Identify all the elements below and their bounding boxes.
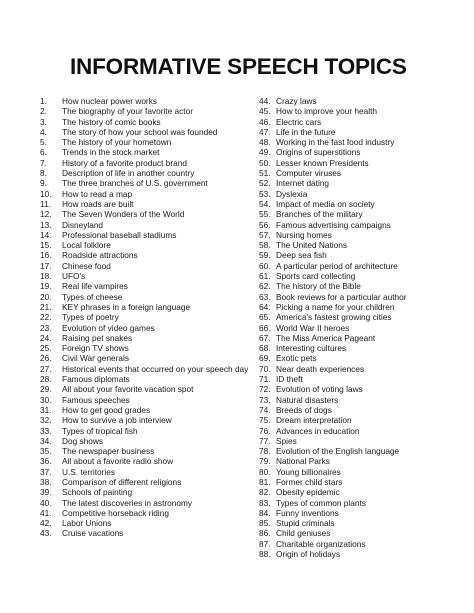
topic-list-item (40, 343, 254, 353)
topic-list-item (40, 323, 254, 333)
topic-number: 35. (40, 446, 52, 457)
topic-list-item (40, 209, 254, 219)
topic-list-item (259, 528, 471, 538)
topic-number: 66. (259, 322, 271, 333)
topic-list-item (40, 353, 254, 363)
topic-list-item (259, 117, 471, 127)
topic-text: Types of poetry (62, 312, 119, 323)
topic-number: 45. (259, 106, 271, 117)
topic-number: 31. (40, 404, 52, 415)
topic-text: The three branches of U.S. government (62, 178, 208, 189)
topic-number: 13. (40, 219, 52, 230)
topic-number: 6. (40, 147, 47, 158)
topic-list-item (259, 302, 471, 312)
topic-list-item (40, 158, 254, 168)
topic-list-item (259, 467, 471, 477)
topic-number: 86. (259, 528, 271, 539)
topic-number: 52. (259, 178, 271, 189)
topic-list-item (259, 271, 471, 281)
topic-list-item (40, 302, 254, 312)
topic-text: Cruise vacations (62, 528, 124, 539)
topic-text: KEY phrases in a foreign language (62, 301, 191, 312)
topic-list-item (259, 395, 471, 405)
topic-text: Roadside attractions (62, 250, 138, 261)
topic-number: 30. (40, 394, 52, 405)
topic-list-item (259, 333, 471, 343)
topic-number: 25. (40, 343, 52, 354)
topic-number: 5. (40, 137, 47, 148)
topic-list-item (259, 456, 471, 466)
topic-list-item (40, 415, 254, 425)
topic-text: Internet dating (276, 178, 330, 189)
topic-number: 47. (259, 126, 271, 137)
topic-list-item (259, 446, 471, 456)
topic-list-item (259, 261, 471, 271)
topic-text: Young billionaires (276, 466, 341, 477)
topic-text: Disneyland (62, 219, 104, 230)
topic-text: How to survive a job interview (62, 415, 172, 426)
topic-text: The history of the Bible (276, 281, 361, 292)
topic-text: Natural disasters (276, 394, 339, 405)
topic-text: How nuclear power works (62, 96, 157, 106)
topic-list-item (40, 250, 254, 260)
topic-list-item (259, 106, 471, 116)
topic-number: 78. (259, 446, 271, 457)
topic-text: The story of how your school was founded (62, 126, 218, 137)
topic-list-item (40, 467, 254, 477)
topic-list-item (40, 477, 254, 487)
topic-list-item (40, 230, 254, 240)
topic-list-item (40, 446, 254, 456)
topic-number: 7. (40, 157, 47, 168)
topic-list-item (259, 292, 471, 302)
topic-text: Origins of superstitions (276, 147, 361, 158)
topic-list-item (40, 199, 254, 209)
topic-list-item (40, 168, 254, 178)
topic-number: 16. (40, 250, 52, 261)
topic-number: 43. (40, 528, 52, 539)
topic-text: Child geniuses (276, 528, 331, 539)
topic-list-item (259, 364, 471, 374)
topic-list-item (259, 498, 471, 508)
topic-number: 50. (259, 157, 271, 168)
topic-text: Raising pet snakes (62, 332, 133, 343)
topic-text: UFO's (62, 271, 86, 282)
topic-number: 58. (259, 240, 271, 251)
topic-number: 32. (40, 415, 52, 426)
topic-number: 69. (259, 353, 271, 364)
topic-text: Comparison of different religions (62, 476, 182, 487)
topic-number: 51. (259, 168, 271, 179)
topic-text: Types of common plants (276, 497, 366, 508)
topic-number: 53. (259, 188, 271, 199)
topic-text: Spies (276, 435, 297, 446)
topic-text: Charitable organizations (276, 538, 366, 549)
topic-text: Breeds of dogs (276, 404, 332, 415)
topic-text: The newspaper business (62, 446, 155, 457)
topic-text: World War II heroes (276, 322, 350, 333)
topic-text: Dog shows (62, 435, 104, 446)
topic-number: 33. (40, 425, 52, 436)
topic-text: Obesity epidemic (276, 487, 340, 498)
topic-text: Funny inventions (276, 507, 339, 518)
topic-text: History of a favorite product brand (62, 157, 187, 168)
topic-text: Book reviews for a particular author (276, 291, 407, 302)
topic-number: 36. (40, 456, 52, 467)
topic-text: How to improve your health (276, 106, 377, 117)
topic-text: How to get good grades (62, 404, 151, 415)
topic-text: Nursing homes (276, 229, 332, 240)
topic-text: Types of cheese (62, 291, 123, 302)
topic-list-item (259, 405, 471, 415)
topic-text: Computer viruses (276, 168, 342, 179)
topic-list-item (40, 487, 254, 497)
topic-list-item (40, 456, 254, 466)
topic-text: Working in the fast food industry (276, 137, 395, 148)
topic-number: 68. (259, 343, 271, 354)
topic-list-item (259, 436, 471, 446)
topic-number: 60. (259, 260, 271, 271)
topic-number: 75. (259, 415, 271, 426)
topic-list-item (40, 127, 254, 137)
topic-number: 20. (40, 291, 52, 302)
topic-list-item (259, 209, 471, 219)
topic-list-item (259, 178, 471, 188)
topic-list-item (40, 96, 254, 106)
topic-text: Picking a name for your children (276, 301, 395, 312)
topic-text: Dream interpretation (276, 415, 352, 426)
topic-text: Famous advertising campaigns (276, 219, 391, 230)
topic-number: 72. (259, 384, 271, 395)
topic-number: 23. (40, 322, 52, 333)
topic-list-item (40, 178, 254, 188)
topic-number: 42. (40, 518, 52, 529)
topic-text: Origin of holidays (276, 549, 341, 560)
topic-number: 12. (40, 209, 52, 220)
topic-number: 18. (40, 271, 52, 282)
topic-list-item (259, 426, 471, 436)
topic-list-item (259, 96, 471, 106)
topic-list-item (40, 147, 254, 157)
topic-number: 29. (40, 384, 52, 395)
topic-list-item (259, 539, 471, 549)
topic-list-item (40, 189, 254, 199)
topic-text: The history of your hometown (62, 137, 172, 148)
topic-text: Exotic pets (276, 353, 317, 364)
topic-number: 82. (259, 487, 271, 498)
topic-text: Advances in education (276, 425, 360, 436)
topic-text: Stupid criminals (276, 518, 335, 529)
topic-list-item (259, 312, 471, 322)
topic-number: 67. (259, 332, 271, 343)
topic-list-item (259, 168, 471, 178)
topic-text: America's fastest growing cities (276, 312, 392, 323)
topic-text: Crazy laws (276, 96, 317, 106)
topic-text: A particular period of architecture (276, 260, 398, 271)
topic-number: 27. (40, 363, 52, 374)
topic-number: 88. (259, 549, 271, 560)
topic-text: Life in the future (276, 126, 336, 137)
topic-number: 11. (40, 198, 51, 209)
topic-text: Trends in the stock market (62, 147, 160, 158)
topic-text: Labor Unions (62, 518, 112, 529)
topic-text: National Parks (276, 456, 330, 467)
topic-text: The Seven Wonders of the World (62, 209, 185, 220)
topic-list-item (40, 426, 254, 436)
topic-number: 4. (40, 126, 47, 137)
topic-list-item (40, 137, 254, 147)
topic-number: 74. (259, 404, 271, 415)
topic-text: How roads are built (62, 198, 134, 209)
topic-text: The latest discoveries in astronomy (62, 497, 193, 508)
topic-number: 56. (259, 219, 271, 230)
topic-number: 64. (259, 301, 271, 312)
topic-text: Real life vampires (62, 281, 128, 292)
topic-list-item (259, 343, 471, 353)
topic-list-item (259, 518, 471, 528)
topic-list-item (259, 137, 471, 147)
topic-number: 70. (259, 363, 271, 374)
topic-number: 77. (259, 435, 271, 446)
topic-list-item (259, 415, 471, 425)
topic-list-item (259, 220, 471, 230)
topic-number: 38. (40, 476, 52, 487)
topic-list-item (259, 250, 471, 260)
topic-list-item (259, 549, 471, 559)
topic-text: Near death experiences (276, 363, 365, 374)
topic-text: How to read a map (62, 188, 133, 199)
topic-number: 57. (259, 229, 271, 240)
topic-number: 85. (259, 518, 271, 529)
topic-list-item (40, 281, 254, 291)
topic-number: 55. (259, 209, 271, 220)
topic-list-item (40, 106, 254, 116)
topic-list-item (259, 240, 471, 250)
topic-text: Types of tropical fish (62, 425, 138, 436)
topic-list-item (259, 199, 471, 209)
topic-number: 39. (40, 487, 52, 498)
topic-text: Professional baseball stadiums (62, 229, 177, 240)
topic-text: The Miss America Pageant (276, 332, 376, 343)
topic-list-item (40, 518, 254, 528)
topic-list-item (40, 333, 254, 343)
topic-number: 21. (40, 301, 52, 312)
topic-list-item (259, 477, 471, 487)
topic-text: Branches of the military (276, 209, 363, 220)
topic-list-item (40, 220, 254, 230)
topic-text: Dyslexia (276, 188, 308, 199)
topic-number: 15. (40, 240, 52, 251)
topic-number: 46. (259, 116, 271, 127)
topic-number: 48. (259, 137, 271, 148)
topic-list-item (40, 436, 254, 446)
topic-number: 49. (259, 147, 271, 158)
topic-text: Description of life in another country (62, 168, 195, 179)
topic-number: 83. (259, 497, 271, 508)
topic-number: 63. (259, 291, 271, 302)
topic-text: Schools of painting (62, 487, 133, 498)
topic-text: Evolution of voting laws (276, 384, 363, 395)
topic-number: 26. (40, 353, 52, 364)
topic-number: 84. (259, 507, 271, 518)
topic-text: All about your favorite vacation spot (62, 384, 194, 395)
topic-text: Electric cars (276, 116, 322, 127)
topic-number: 65. (259, 312, 271, 323)
topic-list-item (40, 405, 254, 415)
topic-list-item (259, 374, 471, 384)
topic-number: 73. (259, 394, 271, 405)
topic-number: 9. (40, 178, 47, 189)
topic-number: 54. (259, 198, 271, 209)
topic-text: Chinese food (62, 260, 111, 271)
topic-number: 19. (40, 281, 52, 292)
topic-list-item (259, 353, 471, 363)
topic-text: Deep sea fish (276, 250, 327, 261)
topic-list-item (259, 127, 471, 137)
topic-list-item (40, 292, 254, 302)
topic-number: 61. (259, 271, 271, 282)
topic-number: 34. (40, 435, 52, 446)
topic-number: 1. (40, 96, 47, 106)
topic-list-item (259, 508, 471, 518)
topic-text: Lesser known Presidents (276, 157, 369, 168)
topic-number: 71. (259, 374, 271, 385)
topic-number: 24. (40, 332, 52, 343)
topic-text: The biography of your favorite actor (62, 106, 193, 117)
topic-list-item (259, 230, 471, 240)
topic-list-item (40, 508, 254, 518)
topic-list-item (40, 498, 254, 508)
topic-text: Sports card collecting (276, 271, 356, 282)
topic-list-item (40, 261, 254, 271)
topic-list-item (40, 240, 254, 250)
topic-text: Evolution of the English language (276, 446, 400, 457)
topic-list-item (40, 117, 254, 127)
topic-text: Impact of media on society (276, 198, 375, 209)
topic-list-item (259, 281, 471, 291)
topic-number: 80. (259, 466, 271, 477)
topic-text: Famous diplomats (62, 374, 130, 385)
topic-list-right (259, 96, 471, 559)
topic-text: Famous speeches (62, 394, 130, 405)
topic-number: 44. (259, 96, 271, 106)
topic-number: 87. (259, 538, 271, 549)
topic-list-item (40, 364, 254, 374)
topic-text: Interesting cultures (276, 343, 347, 354)
topic-number: 8. (40, 168, 47, 179)
topic-list-item (259, 384, 471, 394)
topic-list-item (259, 158, 471, 168)
topic-list-item (259, 189, 471, 199)
topic-list-item (259, 147, 471, 157)
topic-number: 79. (259, 456, 271, 467)
topic-list-item (40, 384, 254, 394)
topic-text: ID theft (276, 374, 303, 385)
topic-number: 10. (40, 188, 52, 199)
topic-number: 41. (40, 507, 52, 518)
topic-list-item (40, 374, 254, 384)
topic-text: Civil War generals (62, 353, 130, 364)
topic-text: Local folklore (62, 240, 111, 251)
topic-number: 62. (259, 281, 271, 292)
topic-text: Competitive horseback riding (62, 507, 169, 518)
topic-list-item (40, 312, 254, 322)
topic-text: Historical events that occurred on your speech day (62, 363, 249, 374)
topic-number: 17. (40, 260, 52, 271)
topic-number: 59. (259, 250, 271, 261)
topic-number: 28. (40, 374, 52, 385)
topic-text: Evolution of video games (62, 322, 155, 333)
topic-list-item (259, 487, 471, 497)
topic-number: 81. (259, 476, 271, 487)
topic-number: 37. (40, 466, 52, 477)
topic-list-item (40, 271, 254, 281)
topic-list-item (259, 323, 471, 333)
page-title: INFORMATIVE SPEECH TOPICS (70, 54, 407, 79)
topic-list-left (40, 96, 254, 539)
topic-text: U.S. territories (62, 466, 116, 477)
topic-number: 3. (40, 116, 47, 127)
topic-number: 14. (40, 229, 52, 240)
topic-text: The history of comic books (62, 116, 161, 127)
topic-number: 2. (40, 106, 47, 117)
topic-number: 40. (40, 497, 52, 508)
topic-number: 76. (259, 425, 271, 436)
topic-number: 22. (40, 312, 52, 323)
topic-list-item (40, 528, 254, 538)
topic-text: All about a favorite radio show (62, 456, 174, 467)
topic-list-item (40, 395, 254, 405)
topic-text: Former child stars (276, 476, 343, 487)
topic-text: Foreign TV shows (62, 343, 129, 354)
topic-text: The United Nations (276, 240, 348, 251)
